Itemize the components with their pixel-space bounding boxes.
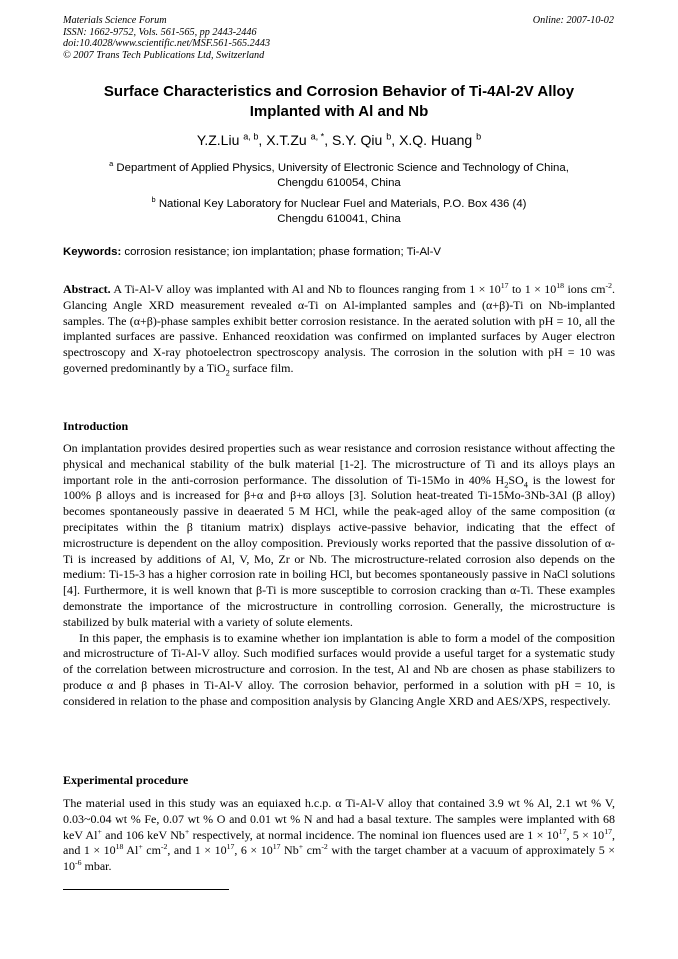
paragraph-text: Al — [123, 843, 139, 858]
paragraph-text: On implantation provides desired properties such as wear resistance and corrosion resistance without affecting the physical and mechanical stability of the bulk material [1-2]. The microstructure of Ti and its alloys plays an important role in the anti-corrosion performance. The dissolution of Ti-15Mo in 40% H — [63, 441, 615, 487]
paragraph-text: and 106 keV Nb — [101, 827, 185, 842]
author-name: S.Y. Qiu — [332, 132, 383, 148]
footnote-divider — [63, 889, 229, 890]
paragraph-text: cm — [303, 843, 322, 858]
keywords-text: corrosion resistance; ion implantation; phase formation; Ti-Al-V — [124, 246, 441, 258]
affil-line: National Key Laboratory for Nuclear Fuel and Materials, P.O. Box 436 (4) — [158, 198, 527, 210]
author-list: Y.Z.Liu $^{a, b}$, X.T.Zu $^{a, *}$, S.Y. Qiu $^b$, X.Q. Huang $^b$ — [196, 131, 482, 148]
keywords — [63, 245, 615, 260]
subscript: 2 — [225, 368, 230, 378]
affil-mark: b — [151, 195, 156, 205]
author-affil-mark: b — [476, 131, 482, 142]
superscript: 17 — [226, 842, 235, 852]
abstract-text: to 1 × 10 — [508, 282, 557, 296]
superscript: 18 — [115, 842, 124, 852]
author-affil-mark: b — [386, 131, 392, 142]
paragraph-text: Nb — [280, 843, 299, 858]
superscript: + — [184, 826, 190, 836]
paragraph-text: , 5 × 10 — [566, 827, 605, 842]
subscript: 2 — [504, 479, 509, 489]
paragraph-text: is the lowest for 100% β alloys and is increased for β+α and β+ϖ alloys [3]. Solution heat-treated Ti-15Mo-3Nb-3Al (β alloy) becomes spontaneously passive in deaerated 5 M HCl, while the peak-aged alloy of the same composition (α precipitates within the β titanium matrix) displays active-passive behavior, indicating that the effect of microstructure is dependent on the alloy composition. Previously works reported that the passive dissolution of α-Ti is increased by additions of Al, V, Mo, Zr or Nb. The microstructure-related corrosion also depends on the medium: Ti-15-3 has a higher corrosion rate in boiling HCl, but becomes spontaneously passive in NaCl solutions [4]. Furthermore, it is well known that β-Ti is more susceptible to corrosion cracking than α-Ti. These examples demonstrate the importance of the microstructure in controlling corrosion. Generally, the microstructure is stabilized by bulk material with a variety of solute elements. — [63, 472, 615, 629]
title-line-2: Implanted with Al and Nb — [249, 103, 429, 120]
paragraph-text: , and 1 × 10 — [63, 827, 615, 858]
affiliation-a — [63, 161, 615, 191]
paragraph-text: respectively, at normal incidence. The nominal ion fluences used are 1 × 10 — [189, 827, 559, 842]
paper-title — [63, 82, 615, 122]
online-date: Online: 2007-10-02 — [532, 15, 614, 26]
journal-header — [63, 15, 270, 61]
affil-line: Chengdu 610054, China — [277, 177, 401, 189]
exponent: 18 — [556, 281, 565, 290]
author-name: X.Q. Huang — [399, 132, 473, 148]
abstract-text: . Glancing Angle XRD measurement revealed α-Ti on Al-implanted samples and (α+β)-Ti on Nb-implanted samples. The (α+β)-phase samples exhibit better corrosion resistance. In the aerated solution with pH = 10, all the implanted surfaces are passive. Enhanced reoxidation was confirmed on implanted surfaces by Auger electron spectroscopy and X-ray photoelectron spectroscopy analysis. The corrosion in the solution with pH = 10 was governed predominantly by a TiO — [63, 282, 615, 375]
title-line-1: Surface Characteristics and Corrosion Behavior of Ti-4Al-2V Alloy — [103, 83, 575, 100]
journal-name: Materials Science Forum — [63, 15, 167, 26]
abstract — [63, 282, 615, 377]
exponent: -2 — [605, 281, 612, 290]
abstract-label: Abstract. — [63, 282, 111, 296]
experimental-heading: Experimental procedure — [63, 773, 189, 787]
superscript: -2 — [321, 842, 328, 852]
superscript: 17 — [604, 826, 612, 836]
author-affil-mark: a, b — [243, 131, 259, 142]
superscript: + — [97, 826, 102, 836]
keywords-label: Keywords: — [63, 246, 122, 258]
paragraph-text: The material used in this study was an equiaxed h.c.p. α Ti-Al-V alloy that contained 3.9 wt % Al, 2.1 wt % V, 0.03~0.04 wt % Fe, 0.07 wt % O and 0.01 wt % N and had a basal texture. The samples were implanted with 68 keV Al — [63, 796, 615, 842]
superscript: 17 — [272, 842, 281, 852]
abstract-text: surface film. — [229, 360, 294, 375]
subscript: 4 — [523, 479, 528, 489]
affil-line: Chengdu 610041, China — [277, 213, 401, 225]
doi-line: doi:10.4028/www.scientific.net/MSF.561-565.2443 — [63, 38, 271, 50]
author-name: Y.Z.Liu — [196, 132, 240, 148]
exponent: 17 — [500, 281, 509, 290]
superscript: + — [138, 842, 143, 852]
paragraph-text: SO — [508, 472, 524, 487]
paragraph-text: with the target chamber at a vacuum of approximately 5 × 10 — [63, 843, 615, 874]
paragraph: In this paper, the emphasis is to examine whether ion implantation is able to form a model of the composition and microstructure of Ti-Al-V alloy. Such modified surfaces would provide a useful target for a systematic study of the correlation between microstructure and corrosion. In the test, Al and Nb are chosen as phase stabilizers to produce α and β phases in Ti-Al-V alloy. The corrosion behavior, performed in a solution with pH = 10, is considered in relation to the phase and composition analysis by Glancing Angle XRD and AES/XPS, respectively. — [63, 630, 615, 708]
author-affil-mark: a, * — [310, 131, 325, 142]
copyright-line: © 2007 Trans Tech Publications Ltd, Switzerland — [63, 49, 265, 61]
paragraph-text: , and 1 × 10 — [167, 843, 227, 858]
introduction-heading: Introduction — [63, 419, 129, 433]
superscript: + — [298, 842, 304, 852]
abstract-text: ions cm — [564, 282, 606, 296]
introduction-body — [63, 441, 615, 710]
paragraph — [63, 796, 615, 875]
experimental-body — [63, 796, 615, 875]
affil-mark: a — [109, 159, 114, 169]
abstract-text: A Ti-Al-V alloy was implanted with Al and Nb to flounces ranging from 1 × 10 — [113, 282, 501, 296]
paragraph — [63, 441, 615, 631]
superscript: 17 — [558, 826, 567, 836]
paragraph-text: mbar. — [81, 859, 112, 874]
superscript: -2 — [160, 842, 168, 852]
affiliation-b — [63, 197, 615, 227]
affil-line: Department of Applied Physics, University of Electronic Science and Technology of China, — [116, 162, 569, 174]
issn-line: ISSN: 1662-9752, Vols. 561-565, pp 2443-2446 — [63, 26, 257, 38]
author-name: X.T.Zu — [266, 132, 307, 148]
superscript: -6 — [75, 858, 82, 868]
paragraph-text: , 6 × 10 — [234, 843, 273, 858]
paragraph-text: cm — [142, 843, 161, 858]
